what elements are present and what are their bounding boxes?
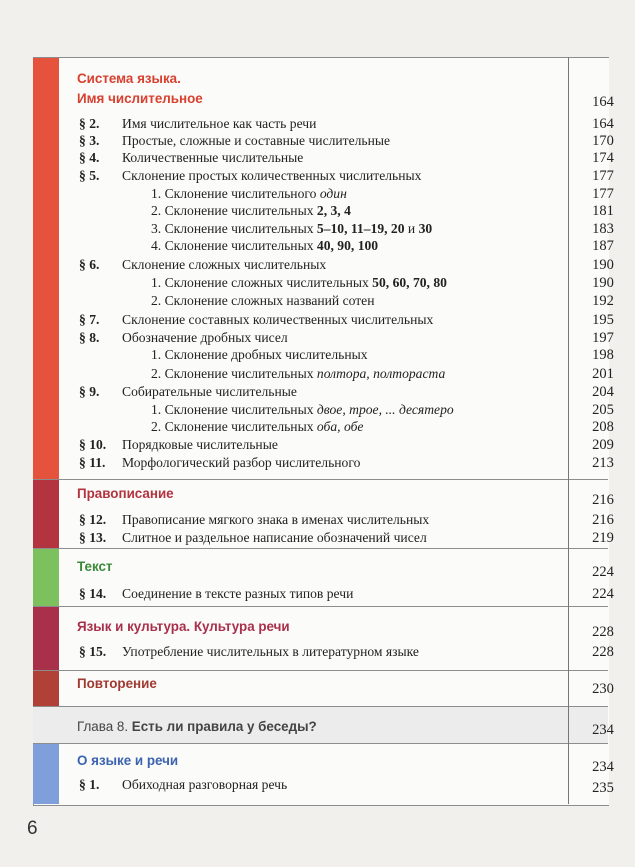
toc-subentry[interactable] (33, 236, 614, 256)
section-heading (33, 751, 614, 775)
page-ref: 192 (592, 293, 614, 309)
entry-number: § 14. (79, 586, 107, 601)
entry-title: 1. Склонение числительных двое, трое, ... десятеро (151, 402, 454, 417)
toc-subentry[interactable] (33, 201, 614, 221)
entry-title: Обиходная разговорная речь (122, 777, 288, 792)
page-ref: 164 (592, 94, 614, 110)
toc-entry[interactable] (33, 584, 614, 604)
page-number: 6 (27, 818, 38, 839)
entry-title: 2. Склонение сложных названий сотен (151, 293, 375, 308)
chapter-title: Глава 8. Есть ли правила у беседы? (77, 719, 317, 734)
separator (33, 606, 608, 607)
entry-title: Порядковые числительные (122, 437, 278, 452)
entry-title: Правописание мягкого знака в именах числительных (122, 512, 430, 527)
entry-title: Склонение составных количественных числительных (122, 312, 434, 327)
toc-subentry[interactable] (33, 345, 614, 365)
toc-entry[interactable] (33, 642, 614, 662)
page-ref: 187 (592, 238, 614, 254)
section-title: Текст (77, 559, 113, 574)
entry-title: Склонение простых количественных числительных (122, 168, 422, 183)
entry-title: 2. Склонение числительных 2, 3, 4 (151, 203, 351, 218)
page-ref: 174 (592, 150, 614, 166)
page-ref: 177 (592, 186, 614, 202)
entry-number: § 1. (79, 777, 100, 792)
page-ref: 224 (592, 586, 614, 602)
separator (33, 548, 608, 549)
toc-entry[interactable] (33, 310, 614, 330)
separator (33, 706, 608, 707)
page-ref: 170 (592, 133, 614, 149)
entry-title: Имя числительное как часть речи (122, 116, 317, 131)
section-title: Язык и культура. Культура речи (77, 619, 290, 634)
page-ref: 228 (592, 624, 614, 640)
page-ref: 183 (592, 221, 614, 237)
page-ref: 234 (592, 759, 614, 775)
page-ref: 230 (592, 681, 614, 697)
page-ref: 195 (592, 312, 614, 328)
toc-subentry[interactable] (33, 364, 614, 384)
page-ref: 201 (592, 366, 614, 382)
entry-title: 2. Склонение числительных полтора, полтораста (151, 366, 446, 381)
entry-number: § 11. (79, 455, 106, 470)
section-title: Система языка. (77, 71, 181, 86)
entry-number: § 6. (79, 257, 100, 272)
section-heading (33, 69, 608, 89)
page-ref: 197 (592, 330, 614, 346)
entry-title: Склонение сложных числительных (122, 257, 327, 272)
page-ref: 181 (592, 203, 614, 219)
page-ref: 219 (592, 530, 614, 546)
entry-number: § 12. (79, 512, 107, 527)
entry-title: 1. Склонение сложных числительных 50, 60, 70, 80 (151, 275, 447, 290)
entry-title: Соединение в тексте разных типов речи (122, 586, 354, 601)
toc-entry[interactable] (33, 255, 614, 275)
separator (33, 743, 608, 744)
entry-title: Количественные числительные (122, 150, 304, 165)
toc-entry[interactable] (33, 148, 614, 168)
entry-title: Морфологический разбор числительного (122, 455, 361, 470)
section-title: Имя числительное (77, 91, 203, 106)
section-heading (33, 557, 614, 580)
toc-entry[interactable] (33, 510, 614, 530)
toc-entry[interactable] (33, 528, 614, 548)
entry-number: § 13. (79, 530, 107, 545)
entry-title: 1. Склонение дробных числительных (151, 347, 368, 362)
page-ref: 235 (592, 780, 614, 796)
toc-entry[interactable] (33, 166, 614, 186)
entry-title: Обозначение дробных чисел (122, 330, 288, 345)
section-heading (33, 617, 614, 640)
page-ref: 164 (592, 116, 614, 132)
chapter-heading[interactable] (33, 717, 614, 738)
entry-number: § 15. (79, 644, 107, 659)
section-heading (33, 484, 614, 508)
page-ref: 177 (592, 168, 614, 184)
page-ref: 234 (592, 722, 614, 738)
page-ref: 216 (592, 492, 614, 508)
entry-title: 2. Склонение числительных оба, обе (151, 419, 364, 434)
toc-entry[interactable] (33, 435, 614, 455)
separator (33, 670, 608, 671)
toc-entry[interactable] (33, 382, 614, 402)
toc-subentry[interactable] (33, 291, 614, 311)
entry-number: § 7. (79, 312, 100, 327)
entry-title: Собирательные числительные (122, 384, 297, 399)
page-ref: 209 (592, 437, 614, 453)
section-title: Правописание (77, 486, 174, 501)
entry-number: § 2. (79, 116, 100, 131)
entry-number: § 4. (79, 150, 100, 165)
toc-subentry[interactable] (33, 417, 614, 437)
page-ref: 213 (592, 455, 614, 471)
section-title: О языке и речи (77, 753, 179, 768)
page-ref: 224 (592, 564, 614, 580)
entry-title: 4. Склонение числительных 40, 90, 100 (151, 238, 379, 253)
toc-subentry[interactable] (33, 273, 614, 293)
entry-number: § 9. (79, 384, 100, 399)
page-ref: 198 (592, 347, 614, 363)
page-ref: 204 (592, 384, 614, 400)
entry-title: 1. Склонение числительного один (151, 186, 347, 201)
page-ref: 190 (592, 257, 614, 273)
entry-number: § 8. (79, 330, 100, 345)
toc-entry[interactable] (33, 775, 614, 796)
page-ref: 228 (592, 644, 614, 660)
page-ref: 208 (592, 419, 614, 435)
toc-entry[interactable] (33, 453, 614, 473)
entry-title: Слитное и раздельное написание обозначений чисел (122, 530, 427, 545)
page-ref: 190 (592, 275, 614, 291)
page-ref: 205 (592, 402, 614, 418)
entry-number: § 5. (79, 168, 100, 183)
section-heading (33, 89, 614, 110)
section-heading (33, 674, 614, 697)
entry-number: § 3. (79, 133, 100, 148)
separator (33, 479, 608, 480)
page-ref: 216 (592, 512, 614, 528)
section-title: Повторение (77, 676, 157, 691)
entry-title: Употребление числительных в литературном языке (122, 644, 419, 659)
entry-title: 3. Склонение числительных 5–10, 11–19, 20 и 30 (151, 221, 433, 236)
entry-title: Простые, сложные и составные числительные (122, 133, 391, 148)
entry-number: § 10. (79, 437, 107, 452)
